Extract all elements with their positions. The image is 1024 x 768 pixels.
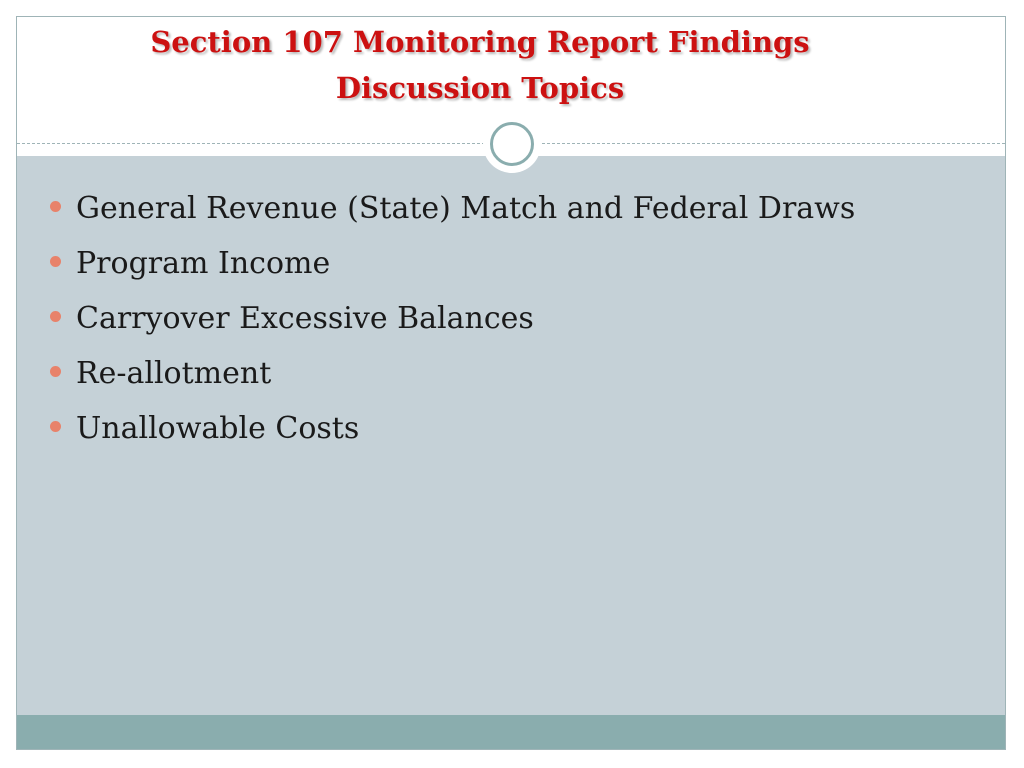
bullet-dot-icon: [50, 201, 61, 212]
bullet-dot-icon: [50, 256, 61, 267]
bullet-text: Carryover Excessive Balances: [76, 301, 534, 336]
bullet-item: [47, 291, 855, 346]
bullet-dot-icon: [50, 366, 61, 377]
title-line-2: Discussion Topics: [335, 71, 625, 105]
bullet-text: Unallowable Costs: [76, 411, 360, 446]
bullet-text: Re-allotment: [76, 356, 272, 391]
bullet-dot-icon: [50, 421, 61, 432]
title-line-1: Section 107 Monitoring Report Findings: [150, 25, 810, 59]
bullet-item: [47, 236, 855, 291]
bullet-item: [47, 401, 855, 456]
bullet-list: [47, 181, 855, 456]
slide-frame: [16, 16, 1006, 750]
bullet-dot-icon: [50, 311, 61, 322]
bullet-item: [47, 346, 855, 401]
slide-title: [17, 19, 943, 111]
bullet-text: Program Income: [76, 246, 331, 281]
circle-ornament-icon: [483, 115, 541, 173]
bullet-text: General Revenue (State) Match and Federal Draws: [76, 191, 856, 226]
footer-band: [17, 715, 1005, 749]
bullet-item: [47, 181, 855, 236]
